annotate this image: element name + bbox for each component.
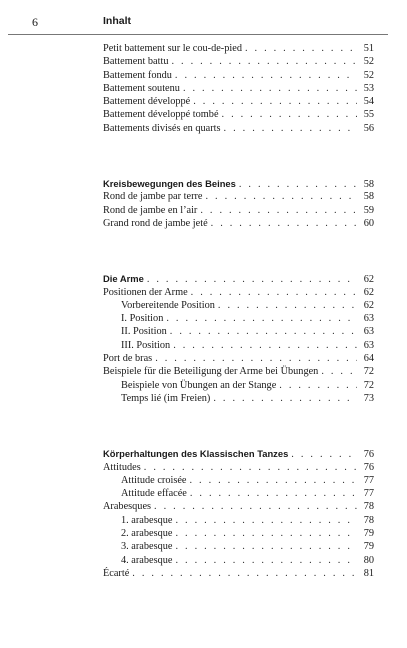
toc-entry-title: Battement soutenu: [103, 82, 180, 94]
toc-entry[interactable]: [103, 365, 374, 378]
toc-entry-page: 64: [363, 353, 374, 365]
running-head: Inhalt: [103, 15, 131, 27]
toc-entry-title: Écarté: [103, 567, 130, 579]
toc-entry-title: Kreisbewegungen des Beines: [103, 178, 236, 190]
toc-entry[interactable]: [103, 108, 374, 121]
toc-entry-page: 62: [363, 286, 374, 298]
toc-entry-page: 55: [363, 109, 374, 121]
toc-entry-title: Battements divisés en quarts: [103, 122, 221, 134]
header-rule: [8, 34, 388, 35]
toc-entry-title: Petit battement sur le cou-de-pied: [103, 43, 242, 54]
toc-subentry[interactable]: [103, 527, 374, 540]
toc-entry-title: Grand rond de jambe jeté: [103, 217, 208, 229]
toc-entry-title: Attitude effacée: [121, 488, 187, 500]
toc-entry-page: 63: [363, 326, 374, 338]
toc-entry-page: 79: [363, 541, 374, 553]
toc-entry-title: Temps lié (im Freien): [121, 392, 211, 404]
toc-entry-title: Port de bras: [103, 353, 153, 365]
toc-leader: [200, 204, 357, 217]
toc-leader: [245, 42, 357, 55]
toc-entry[interactable]: [103, 190, 374, 203]
toc-entry-page: 76: [363, 461, 374, 473]
toc-entry-page: 80: [363, 554, 374, 566]
toc-entry-page: 73: [363, 392, 374, 404]
toc-section-heading[interactable]: [103, 177, 374, 190]
toc-entry[interactable]: [103, 217, 374, 230]
toc-entry-page: 79: [363, 528, 374, 540]
toc-entry-title: Attitude croisée: [121, 474, 187, 486]
toc-entry-page: 77: [363, 474, 374, 486]
toc-leader: [218, 299, 357, 312]
toc-entry-page: 62: [363, 299, 374, 311]
toc-leader: [175, 554, 357, 567]
toc-entry[interactable]: [103, 461, 374, 474]
toc-leader: [239, 178, 357, 191]
toc-entry-title: Arabesques: [103, 501, 152, 513]
toc-subentry[interactable]: [103, 325, 374, 338]
toc-leader: [183, 82, 357, 95]
toc-entry-title: Battement battu: [103, 56, 169, 68]
toc-entry-title: Positionen der Arme: [103, 286, 188, 298]
toc-group-arme: [103, 272, 374, 405]
toc-entry[interactable]: [103, 82, 374, 95]
toc-subentry[interactable]: [103, 474, 374, 487]
toc-entry[interactable]: [103, 42, 374, 55]
toc-entry-page: 52: [363, 69, 374, 81]
toc-entry-title: 4. arabesque: [121, 554, 173, 566]
toc-leader: [173, 339, 357, 352]
toc-group-battements: [103, 42, 374, 135]
toc-entry-page: 56: [363, 122, 374, 134]
toc-entry-title: III. Position: [121, 339, 171, 351]
toc-leader: [147, 273, 357, 286]
toc-leader: [170, 325, 357, 338]
toc-entry[interactable]: [103, 352, 374, 365]
toc-entry-page: 78: [363, 501, 374, 513]
toc-leader: [213, 392, 357, 405]
toc-entry-title: Battement développé: [103, 96, 191, 108]
toc-group-kreisbewegungen: [103, 177, 374, 230]
toc-entry[interactable]: [103, 95, 374, 108]
toc-subentry[interactable]: [103, 514, 374, 527]
toc-entry-page: 72: [363, 379, 374, 391]
toc-leader: [175, 514, 357, 527]
toc-entry-page: 53: [363, 82, 374, 94]
toc-subentry[interactable]: [103, 299, 374, 312]
toc-leader: [175, 69, 357, 82]
toc-leader: [189, 474, 357, 487]
section-spacer: [103, 405, 374, 447]
toc-entry-title: 2. arabesque: [121, 528, 173, 540]
toc-entry-page: 62: [363, 274, 374, 286]
toc-leader: [224, 122, 357, 135]
toc-leader: [279, 379, 357, 392]
toc-entry-page: 58: [363, 191, 374, 203]
toc-entry-page: 78: [363, 514, 374, 526]
toc-entry[interactable]: [103, 286, 374, 299]
toc-leader: [211, 217, 357, 230]
toc-leader: [154, 500, 357, 513]
toc-entry[interactable]: [103, 500, 374, 513]
toc-group-koerperhaltungen: [103, 447, 374, 580]
toc-entry-page: 60: [363, 217, 374, 229]
toc-entry-title: II. Position: [121, 326, 167, 338]
section-spacer: [103, 135, 374, 177]
toc-leader: [144, 461, 357, 474]
toc-leader: [171, 55, 357, 68]
toc-entry[interactable]: [103, 55, 374, 68]
toc-section-heading[interactable]: [103, 272, 374, 285]
toc-entry-title: Beispiele für die Beteiligung der Arme bei Übungen: [103, 366, 319, 378]
toc-entry-title: Rond de jambe par terre: [103, 191, 203, 203]
toc-entry-title: Vorbereitende Position: [121, 299, 215, 311]
toc-entry-title: Körperhaltungen des Klassischen Tanzes: [103, 448, 289, 460]
toc-entry-page: 54: [363, 96, 374, 108]
toc-leader: [321, 365, 357, 378]
table-of-contents: [103, 42, 374, 580]
toc-entry[interactable]: [103, 69, 374, 82]
toc-entry-page: 77: [363, 488, 374, 500]
toc-entry-title: Rond de jambe en l’air: [103, 204, 198, 216]
toc-leader: [190, 487, 357, 500]
toc-entry-page: 76: [363, 449, 374, 461]
toc-entry-title: Battement développé tombé: [103, 109, 219, 121]
toc-entry[interactable]: [103, 204, 374, 217]
toc-subentry[interactable]: [103, 487, 374, 500]
toc-entry-page: 58: [363, 179, 374, 191]
toc-entry-title: I. Position: [121, 313, 164, 325]
toc-leader: [291, 448, 357, 461]
page-number: 6: [32, 15, 38, 29]
toc-subentry[interactable]: [103, 554, 374, 567]
toc-leader: [155, 352, 357, 365]
toc-entry-title: 1. arabesque: [121, 514, 173, 526]
toc-entry-page: 63: [363, 313, 374, 325]
toc-entry-title: 3. arabesque: [121, 541, 173, 553]
toc-entry-title: Attitudes: [103, 461, 141, 473]
toc-entry[interactable]: [103, 567, 374, 580]
section-spacer: [103, 230, 374, 272]
toc-leader: [175, 540, 357, 553]
toc-subentry[interactable]: [103, 392, 374, 405]
toc-leader: [193, 95, 357, 108]
toc-entry-page: 81: [363, 567, 374, 579]
toc-leader: [206, 190, 358, 203]
toc-entry-page: 63: [363, 339, 374, 351]
toc-entry-page: 72: [363, 366, 374, 378]
toc-entry[interactable]: [103, 122, 374, 135]
toc-leader: [166, 312, 357, 325]
toc-entry-title: Beispiele von Übungen an der Stange: [121, 379, 277, 391]
toc-subentry[interactable]: [103, 540, 374, 553]
toc-leader: [222, 108, 357, 121]
toc-leader: [132, 567, 357, 580]
toc-subentry[interactable]: [103, 312, 374, 325]
toc-leader: [175, 527, 357, 540]
toc-section-heading[interactable]: [103, 447, 374, 460]
toc-entry-title: Battement fondu: [103, 69, 172, 81]
toc-subentry[interactable]: [103, 339, 374, 352]
toc-entry-page: 51: [363, 43, 374, 54]
toc-entry-title: Die Arme: [103, 273, 144, 285]
toc-subentry[interactable]: [103, 379, 374, 392]
toc-entry-page: 59: [363, 204, 374, 216]
toc-entry-page: 52: [363, 56, 374, 68]
toc-leader: [191, 286, 357, 299]
